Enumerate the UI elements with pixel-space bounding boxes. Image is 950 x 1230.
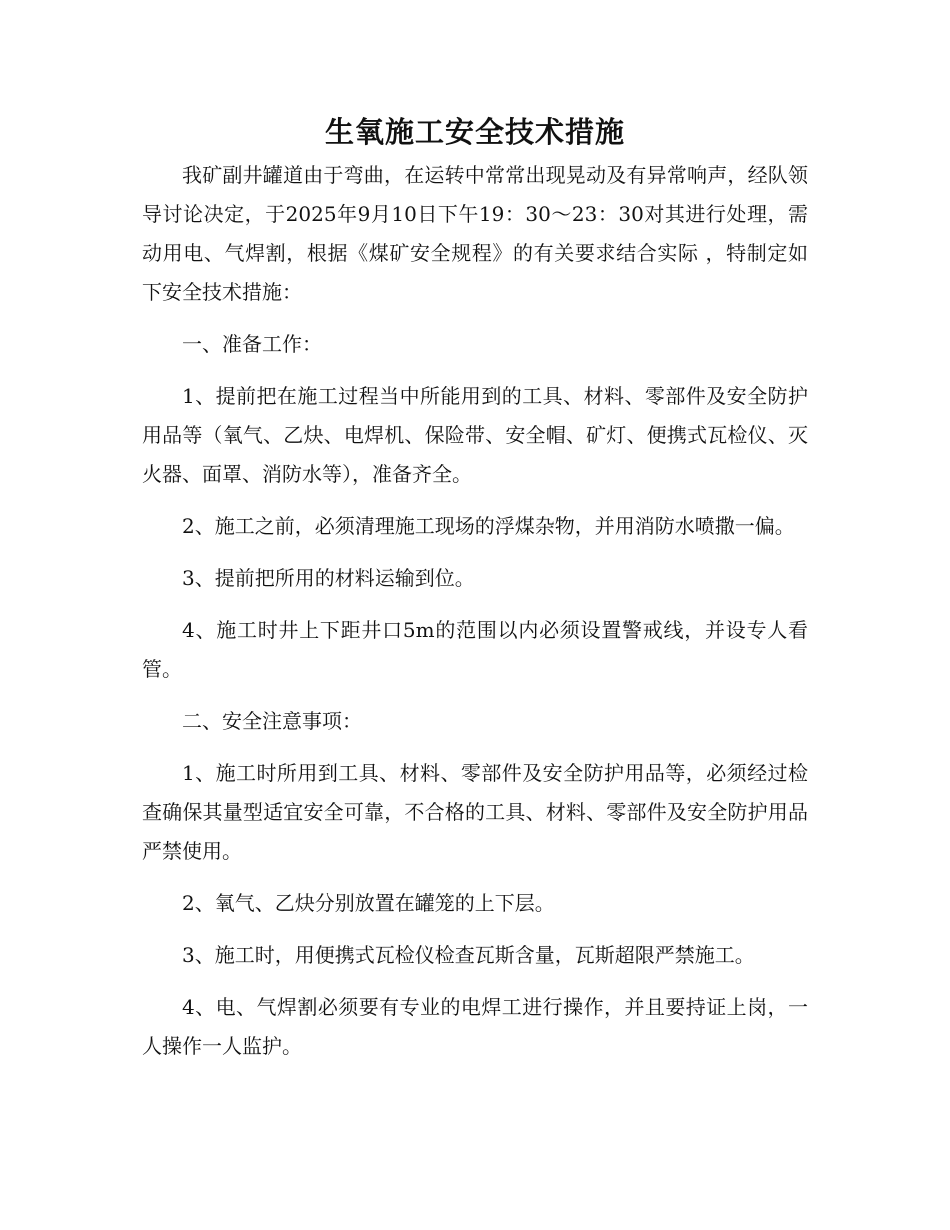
intro-paragraph: 我矿副井罐道由于弯曲，在运转中常常出现晃动及有异常响声，经队领导讨论决定，于2025年9月10日下午19：30～23：30对其进行处理，需动用电、气焊割，根据《煤矿安全规程》的有关要求结合实际 ，特制定如下安全技术措施： bbox=[142, 163, 808, 304]
safety-item-4: 4、电、气焊割必须要有专业的电焊工进行操作，并且要持证上岗，一人操作一人监护。 bbox=[142, 995, 808, 1058]
preparation-item-1: 1、提前把在施工过程当中所能用到的工具、材料、零部件及安全防护用品等（氧气、乙炔、电焊机、保险带、安全帽、矿灯、便携式瓦检仪、灭火器、面罩、消防水等），准备齐全。 bbox=[142, 384, 808, 486]
preparation-item-2: 2、施工之前，必须清理施工现场的浮煤杂物，并用消防水喷撒一偏。 bbox=[182, 514, 795, 538]
safety-item-2: 2、氧气、乙炔分别放置在罐笼的上下层。 bbox=[182, 891, 555, 915]
safety-item-1: 1、施工时所用到工具、材料、零部件及安全防护用品等，必须经过检查确保其量型适宜安全可靠，不合格的工具、材料、零部件及安全防护用品严禁使用。 bbox=[142, 761, 808, 863]
safety-item-3: 3、施工时，用便携式瓦检仪检查瓦斯含量，瓦斯超限严禁施工。 bbox=[182, 943, 755, 967]
section-heading-safety: 二、安全注意事项： bbox=[182, 709, 362, 733]
preparation-item-3: 3、提前把所用的材料运输到位。 bbox=[182, 566, 475, 590]
document-body bbox=[142, 110, 808, 1079]
preparation-item-4: 4、施工时井上下距井口5m的范围以内必须设置警戒线，并设专人看管。 bbox=[142, 618, 808, 681]
section-heading-preparation: 一、准备工作： bbox=[182, 332, 322, 356]
document-title: 生氧施工安全技术措施 bbox=[324, 115, 625, 149]
